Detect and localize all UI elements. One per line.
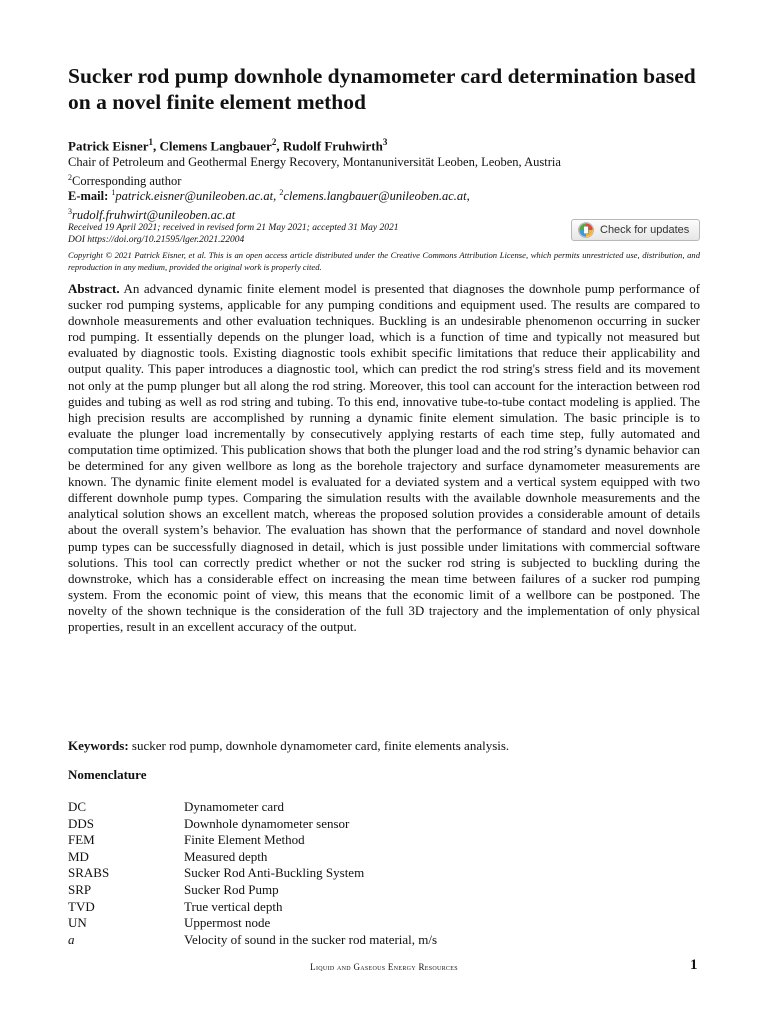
nomenclature-abbr: SRP [68, 881, 92, 897]
nomenclature-row [68, 882, 668, 899]
author-name: Rudolf Fruhwirth [282, 138, 383, 154]
email-link[interactable]: clemens.langbauer@unileoben.ac.at [283, 189, 467, 204]
nomenclature-def: Sucker Rod Pump [184, 881, 279, 897]
publication-dates [68, 222, 548, 246]
author-name: Patrick Eisner [68, 138, 149, 154]
abstract-label: Abstract. [68, 281, 120, 296]
abstract-text: An advanced dynamic finite element model is presented that diagnoses the downhole pump performance of sucker rod pumping systems, applicable for any pumping conditions and equipment used. The results are compared to downhole measurements and other evaluation techniques. Buckling is an undesirable phenomenon occurring in sucker rod pumping. It essentially depends on the plunger load, which is a function of time and typically not measured but evaluated by diagnostic tools. Existing diagnostic tools exhibit specific limitations that reduce their applicability and output quality. This paper introduces a diagnostic tool, which can predict the rod string's stress field and its movement not only at the pump plunger but all along the rod string. Moreover, this tool can account for the interaction between rod guides and tubing as well as rod string and tubing. To this end, innovative tube-to-tube contact modeling is applied. The high precision results are accomplished by running a dynamic finite element simulation. The basic principle is to evaluate the plunger load incrementally by consecutively applying restarts of each time step, fully automated and computation time optimized. This publication shows that both the plunger load and the rod string’s dynamic behavior can be determined for any given wellbore as long as the borehole trajectory and surface dynamometer measurements are known. The dynamic finite element model is evaluated for a deviated system and a vertical system equipped with two different downhole pump types. Comparing the simulation results with the available downhole measurements and the analytical solution shows an excellent match, whereas the proposed solution provides a considerable amount of details about the overall system’s behavior. The evaluation has shown that the performance of standard and novel downhole pump types can be successfully diagnosed in detail, which is just possible under limitations with commercial software solutions. This tool can correctly predict whether or not the sucker rod string is subjected to buckling during the downstroke, which has a considerable effect on increasing the mean time between failures of a sucker rod pumping system. From the economic point of view, this means that the economic limit of a wellbore can be postponed. The novelty of the shown technique is the consideration of the full 3D trajectory and the implementation of only physical properties, result in an excellent accuracy of the output. [68, 281, 700, 634]
nomenclature-def: Downhole dynamometer sensor [184, 815, 350, 831]
nomenclature-row [68, 816, 668, 833]
nomenclature-abbr: DC [68, 799, 87, 814]
nomenclature-abbr: MD [68, 848, 89, 864]
nomenclature-abbr: FEM [68, 832, 95, 848]
email-link[interactable]: patrick.eisner@unileoben.ac.at [115, 189, 274, 204]
nomenclature-abbr: a [68, 931, 75, 947]
keywords-label: Keywords: [68, 738, 129, 753]
nomenclature-abbr: UN [68, 915, 87, 931]
corresponding-text: Corresponding author [72, 174, 182, 189]
author-sup: 1 [148, 137, 154, 147]
email-block: E-mail: $^1$patrick.eisner@unileoben.ac.at, $^2$clemens.langbauer@unileoben.ac.at, $^3$rudolf.fruhwirt@unileoben.ac.at [68, 188, 470, 223]
email-link[interactable]: rudolf.fruhwirt@unileoben.ac.at [72, 208, 236, 223]
nomenclature-abbr: DDS [68, 815, 95, 831]
page-number: 1 [690, 957, 698, 973]
email-label: E-mail: [68, 189, 109, 204]
crossmark-icon [578, 222, 594, 238]
doi-link[interactable]: DOI https://doi.org/10.21595/lger.2021.22004 [68, 235, 245, 245]
author-name: Clemens Langbauer [159, 138, 272, 154]
check-for-updates-label: Check for updates [600, 224, 690, 236]
nomenclature-def: Sucker Rod Anti-Buckling System [184, 865, 365, 881]
nomenclature-row [68, 832, 668, 849]
journal-footer: Liquid and Gaseous Energy Resources [310, 962, 458, 972]
nomenclature-def: Uppermost node [184, 915, 271, 931]
nomenclature-def: Velocity of sound in the sucker rod material, m/s [184, 931, 438, 947]
nomenclature-def: True vertical depth [184, 898, 283, 914]
nomenclature-def: Dynamometer card [184, 799, 284, 814]
nomenclature-row [68, 932, 668, 949]
nomenclature-row [68, 799, 668, 816]
copyright-notice: Copyright © 2021 Patrick Eisner, et al. This is an open access article distributed under the Creative Commons Attribution License, which permits unrestricted use, distribution, and reproduction in any medium, provided the original work is properly cited. [68, 250, 700, 272]
nomenclature-row [68, 849, 668, 866]
email-sup: 2 [279, 188, 284, 197]
author-sup: 2 [271, 137, 277, 147]
nomenclature-row [68, 899, 668, 916]
nomenclature-abbr: SRABS [68, 865, 110, 881]
nomenclature-abbr: TVD [68, 898, 95, 914]
nomenclature-title: Nomenclature [68, 767, 147, 782]
email-sup: 1 [111, 188, 116, 197]
author-sup: 3 [382, 137, 388, 147]
nomenclature-def: Measured depth [184, 848, 268, 864]
keywords [68, 737, 700, 754]
affiliation-text: Chair of Petroleum and Geothermal Energy Recovery, Montanuniversität Leoben, Leoben, Austria [68, 155, 561, 169]
author-list: Patrick Eisner$^1$, Clemens Langbauer$^2$, Rudolf Fruhwirth$^3$ [68, 137, 388, 154]
nomenclature-table [68, 799, 668, 948]
email-sup: 3 [68, 207, 72, 217]
nomenclature-row [68, 865, 668, 882]
corresponding-sup: 2 [68, 173, 72, 182]
dates-text: Received 19 April 2021; received in revised form 21 May 2021; accepted 31 May 2021 [68, 223, 399, 233]
paper-title: Sucker rod pump downhole dynamometer card determination based on a novel finite element method [68, 64, 696, 114]
check-for-updates-button[interactable] [571, 219, 700, 241]
keywords-text: sucker rod pump, downhole dynamometer card, finite elements analysis. [131, 738, 510, 753]
nomenclature-row [68, 915, 668, 932]
abstract [68, 281, 700, 635]
nomenclature-def: Finite Element Method [184, 832, 305, 848]
